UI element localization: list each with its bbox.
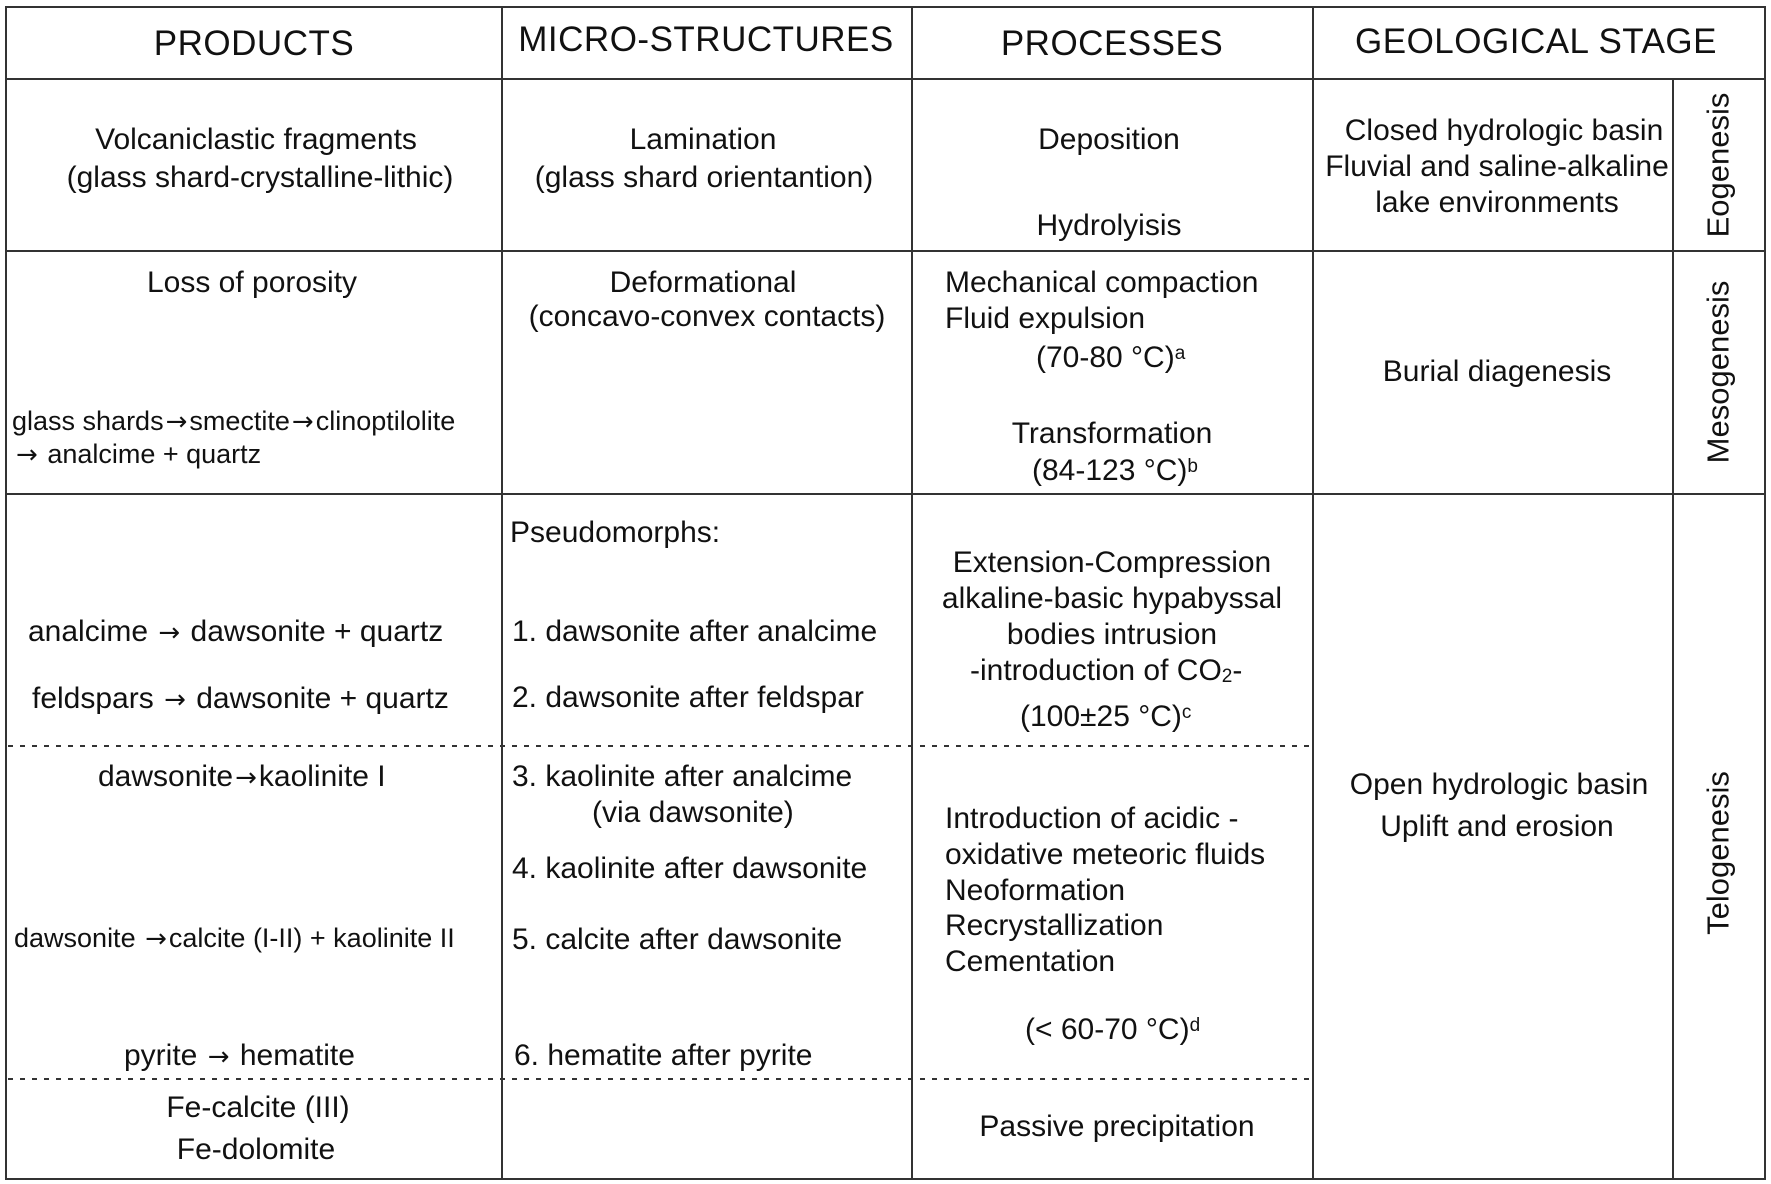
telo-process-passive: Passive precipitation [979, 1110, 1255, 1143]
telo-micro-3a: 3. kaolinite after analcime [512, 760, 853, 793]
telo-process-p3: bodies intrusion [1006, 618, 1218, 651]
telo-process-p2: alkaline-basic hypabyssal [941, 582, 1283, 615]
eo-product-line2: (glass shard-crystalline-lithic) [66, 161, 454, 194]
meso-micro-line2: (concavo-convex contacts) [528, 300, 886, 333]
telo-process-q3: Neoformation [945, 874, 1126, 907]
telo-product-reaction-1: analcime → dawsonite + quartz [28, 615, 444, 648]
eo-micro-line2: (glass shard orientantion) [534, 161, 874, 194]
arrow-icon: → [145, 924, 167, 954]
arrow-icon: → [165, 407, 188, 437]
arrow-icon: → [158, 618, 181, 648]
meso-process-temp2: (84-123 °C)$^b$ [1032, 454, 1198, 487]
eo-product-line1: Volcaniclastic fragments [95, 123, 417, 156]
telo-micro-2: 2. dawsonite after feldspar [512, 681, 864, 714]
telo-micro-4: 4. kaolinite after dawsonite [512, 852, 868, 885]
meso-product-reaction-1: glass shards→smectite→clinoptilolite [12, 406, 456, 437]
eo-setting-line2: Fluvial and saline-alkaline [1325, 150, 1669, 183]
arrow-icon: → [16, 440, 38, 470]
arrow-icon: → [291, 407, 314, 437]
eo-process-deposition: Deposition [1038, 123, 1180, 156]
telo-product-fe-dolomite: Fe-dolomite [176, 1133, 336, 1166]
telo-process-q4: Recrystallization [945, 909, 1164, 942]
telo-product-fe-calcite: Fe-calcite (III) [166, 1091, 350, 1124]
telo-process-p1: Extension-Compression [952, 546, 1272, 579]
telo-product-reaction-4: dawsonite →calcite (I-II) + kaolinite II [14, 923, 455, 954]
telo-product-reaction-2: feldspars → dawsonite + quartz [32, 682, 449, 715]
telo-setting-line1: Open hydrologic basin [1349, 768, 1649, 801]
meso-process-transformation: Transformation [1011, 417, 1213, 450]
meso-product-loss-porosity: Loss of porosity [146, 266, 358, 299]
telo-micro-3b: (via dawsonite) [592, 796, 794, 829]
telo-product-reaction-5: pyrite → hematite [124, 1039, 355, 1072]
stage-label-eogenesis: Eogenesis [1700, 92, 1736, 238]
telo-process-q2: oxidative meteoric fluids [945, 838, 1266, 871]
meso-process-compaction: Mechanical compaction [945, 266, 1259, 299]
meso-micro-line1: Deformational [609, 266, 797, 299]
telo-micro-6: 6. hematite after pyrite [514, 1039, 813, 1072]
eo-micro-line1: Lamination [629, 123, 777, 156]
stage-label-telogenesis: Telogenesis [1700, 771, 1736, 935]
meso-process-fluid-expulsion: Fluid expulsion [945, 302, 1146, 335]
eo-process-hydrolysis: Hydrolyisis [1036, 209, 1182, 242]
meso-setting: Burial diagenesis [1382, 355, 1612, 388]
telo-micro-title: Pseudomorphs: [510, 516, 721, 549]
telo-process-p4: -introduction of $CO_2-$ [970, 654, 1243, 687]
telo-process-temp2: (< 60-70 °C)$^d$ [1025, 1013, 1201, 1046]
meso-process-temp1: (70-80 °C)$^a$ [1036, 341, 1186, 374]
telo-process-temp1: (100±25 °C)$^c$ [1020, 700, 1192, 733]
header-geological-stage: GEOLOGICAL STAGE [1355, 22, 1717, 61]
eo-setting-line3: lake environments [1375, 186, 1619, 219]
telo-setting-line2: Uplift and erosion [1380, 810, 1614, 843]
telo-process-q1: Introduction of acidic - [945, 802, 1239, 835]
telo-product-reaction-3: dawsonite→kaolinite I [98, 760, 386, 793]
eo-setting-line1: Closed hydrologic basin [1344, 114, 1664, 147]
meso-product-reaction-2: → analcime + quartz [16, 439, 262, 470]
stage-label-mesogenesis: Mesogenesis [1700, 280, 1736, 464]
arrow-icon: → [207, 1042, 230, 1072]
header-products: PRODUCTS [153, 24, 355, 63]
telo-micro-5: 5. calcite after dawsonite [512, 923, 843, 956]
arrow-icon: → [164, 685, 186, 715]
telo-micro-1: 1. dawsonite after analcime [512, 615, 878, 648]
telo-process-q5: Cementation [945, 945, 1116, 978]
arrow-icon: → [235, 763, 257, 793]
header-processes: PROCESSES [1000, 24, 1224, 63]
header-micro-structures: MICRO-STRUCTURES [518, 20, 894, 59]
